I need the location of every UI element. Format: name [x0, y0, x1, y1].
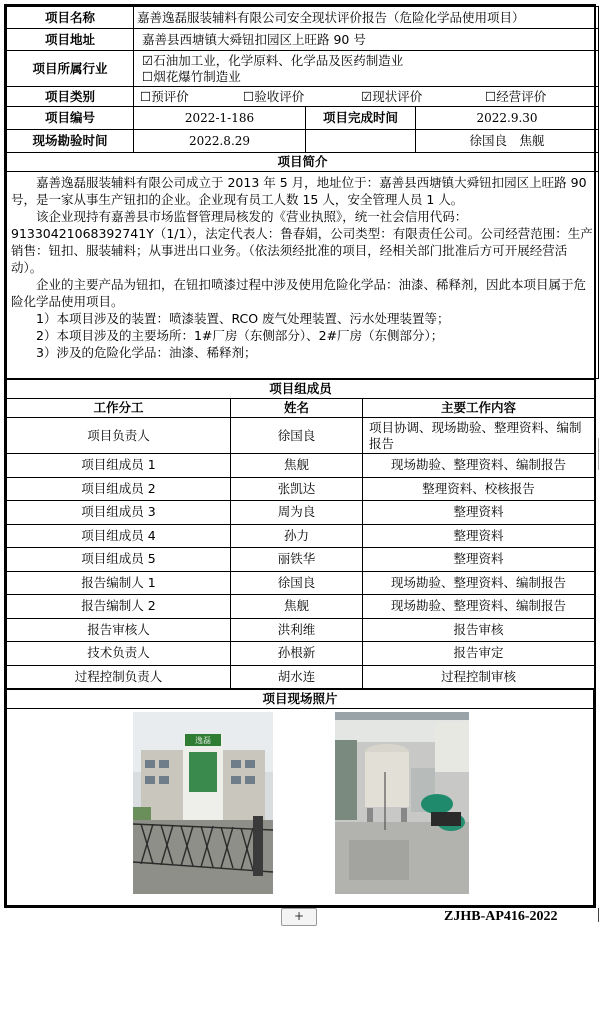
work-cell: 项目协调、现场勘验、整理资料、编制报告 — [363, 418, 595, 454]
work-cell: 整理资料、校核报告 — [363, 477, 595, 501]
name-cell: 徐国良 — [231, 418, 363, 454]
table-row — [7, 548, 595, 572]
category-status-evaluation[interactable]: ☑现状评价 — [361, 88, 423, 104]
name-cell: 孙根新 — [231, 642, 363, 666]
role-cell: 项目组成员 5 — [7, 548, 231, 572]
table-row — [7, 418, 595, 454]
project-number: 2022-1-186 — [134, 107, 306, 130]
work-cell: 整理资料 — [363, 548, 595, 572]
survey-time-label: 现场勘验时间 — [7, 130, 134, 153]
work-cell: 现场勘验、整理资料、编制报告 — [363, 571, 595, 595]
work-cell: 过程控制审核 — [363, 665, 595, 689]
surveyors: 徐国良 焦舰 — [416, 130, 599, 153]
project-name-label: 项目名称 — [7, 7, 134, 29]
work-cell: 整理资料 — [363, 524, 595, 548]
name-cell: 周为良 — [231, 501, 363, 525]
intro-title: 项目简介 — [7, 153, 599, 172]
table-row — [7, 618, 595, 642]
address-label: 项目地址 — [7, 29, 134, 51]
role-cell: 项目组成员 1 — [7, 454, 231, 478]
industry-options — [134, 51, 599, 87]
page-edge-marker-bottom — [598, 908, 603, 922]
project-name: 嘉善逸磊服装辅料有限公司安全现状评价报告（危险化学品使用项目） — [134, 7, 599, 29]
intro-body — [7, 172, 599, 379]
industry-option-petrochem[interactable]: ☑石油加工业，化学原料、化学品及医药制造业 — [142, 52, 404, 68]
signage-text: 逸磊 — [195, 736, 211, 745]
role-cell: 项目组成员 2 — [7, 477, 231, 501]
category-acceptance-evaluation[interactable]: ☐验收评价 — [243, 88, 305, 104]
role-cell: 报告编制人 1 — [7, 571, 231, 595]
work-cell: 报告审定 — [363, 642, 595, 666]
finish-date: 2022.9.30 — [416, 107, 599, 130]
site-photo-gate — [133, 712, 273, 894]
finish-time-label: 项目完成时间 — [306, 107, 416, 130]
name-cell: 丽铁华 — [231, 548, 363, 572]
name-cell: 洪利维 — [231, 618, 363, 642]
role-cell: 过程控制负责人 — [7, 665, 231, 689]
role-cell: 项目负责人 — [7, 418, 231, 454]
document-code: ZJHB-AP416-2022 — [444, 909, 558, 924]
survey-date: 2022.8.29 — [134, 130, 306, 153]
category-pre-evaluation[interactable]: ☐预评价 — [140, 88, 189, 104]
category-options — [134, 87, 599, 107]
role-cell: 技术负责人 — [7, 642, 231, 666]
work-cell: 整理资料 — [363, 501, 595, 525]
table-row — [7, 642, 595, 666]
table-row — [7, 665, 595, 689]
category-label: 项目类别 — [7, 87, 134, 107]
table-row — [7, 454, 595, 478]
work-cell: 现场勘验、整理资料、编制报告 — [363, 454, 595, 478]
column-header-work: 主要工作内容 — [363, 399, 595, 418]
add-button[interactable]: + — [281, 908, 317, 926]
name-cell: 孙力 — [231, 524, 363, 548]
work-cell: 现场勘验、整理资料、编制报告 — [363, 595, 595, 619]
name-cell: 焦舰 — [231, 595, 363, 619]
intro-item-3: 3）涉及的危险化学品：油漆、稀释剂； — [36, 345, 257, 360]
industry-option-fireworks[interactable]: ☐烟花爆竹制造业 — [142, 68, 241, 84]
photos-cell — [7, 709, 594, 906]
column-header-name: 姓名 — [231, 399, 363, 418]
table-row — [7, 477, 595, 501]
team-title: 项目组成员 — [7, 380, 595, 399]
photos-title: 项目现场照片 — [7, 690, 594, 709]
project-address: 嘉善县西塘镇大舜钮扣园区上旺路 90 号 — [134, 29, 599, 51]
site-photo-equipment — [335, 712, 469, 894]
page-edge-marker — [598, 438, 604, 470]
role-cell: 项目组成员 3 — [7, 501, 231, 525]
table-row — [7, 501, 595, 525]
table-row — [7, 571, 595, 595]
intro-paragraph-1: 嘉善逸磊服装辅料有限公司成立于 2013 年 5 月，地址位于：嘉善县西塘镇大舜钮扣园区上旺路 90 号，是一家从事生产钮扣的企业。企业现有员工人数 15 人，安全管理人员 1 人。 — [11, 175, 587, 207]
role-cell: 报告编制人 2 — [7, 595, 231, 619]
photo-table — [6, 689, 594, 906]
team-rows — [7, 418, 595, 689]
name-cell: 徐国良 — [231, 571, 363, 595]
report-sheet — [4, 4, 596, 908]
project-info-table — [6, 6, 599, 379]
intro-item-2: 2）本项目涉及的主要场所：1#厂房（东侧部分）、2#厂房（东侧部分）； — [36, 328, 444, 343]
industry-label: 项目所属行业 — [7, 51, 134, 87]
table-row — [7, 595, 595, 619]
work-cell: 报告审核 — [363, 618, 595, 642]
project-number-label: 项目编号 — [7, 107, 134, 130]
role-cell: 报告审核人 — [7, 618, 231, 642]
name-cell: 张凯达 — [231, 477, 363, 501]
team-table — [6, 379, 595, 689]
category-operation-evaluation[interactable]: ☐经营评价 — [485, 88, 547, 104]
table-row — [7, 524, 595, 548]
intro-item-1: 1）本项目涉及的装置：喷漆装置、RCO 废气处理装置、污水处理装置等； — [36, 311, 450, 326]
role-cell: 项目组成员 4 — [7, 524, 231, 548]
name-cell: 胡水连 — [231, 665, 363, 689]
intro-paragraph-2: 该企业现持有嘉善县市场监督管理局核发的《营业执照》，统一社会信用代码：91330421068392741Y（1/1），法定代表人：鲁春娟，公司类型：有限责任公司。公司经营范围：生产销售：钮扣、服装辅料；从事进出口业务。（依法须经批准的项目，经相关部门批准后方可开展经营活动）。 — [11, 209, 593, 275]
column-header-role: 工作分工 — [7, 399, 231, 418]
name-cell: 焦舰 — [231, 454, 363, 478]
intro-paragraph-3: 企业的主要产品为钮扣，在钮扣喷漆过程中涉及使用危险化学品：油漆、稀释剂，因此本项目属于危险化学品使用项目。 — [11, 277, 587, 309]
